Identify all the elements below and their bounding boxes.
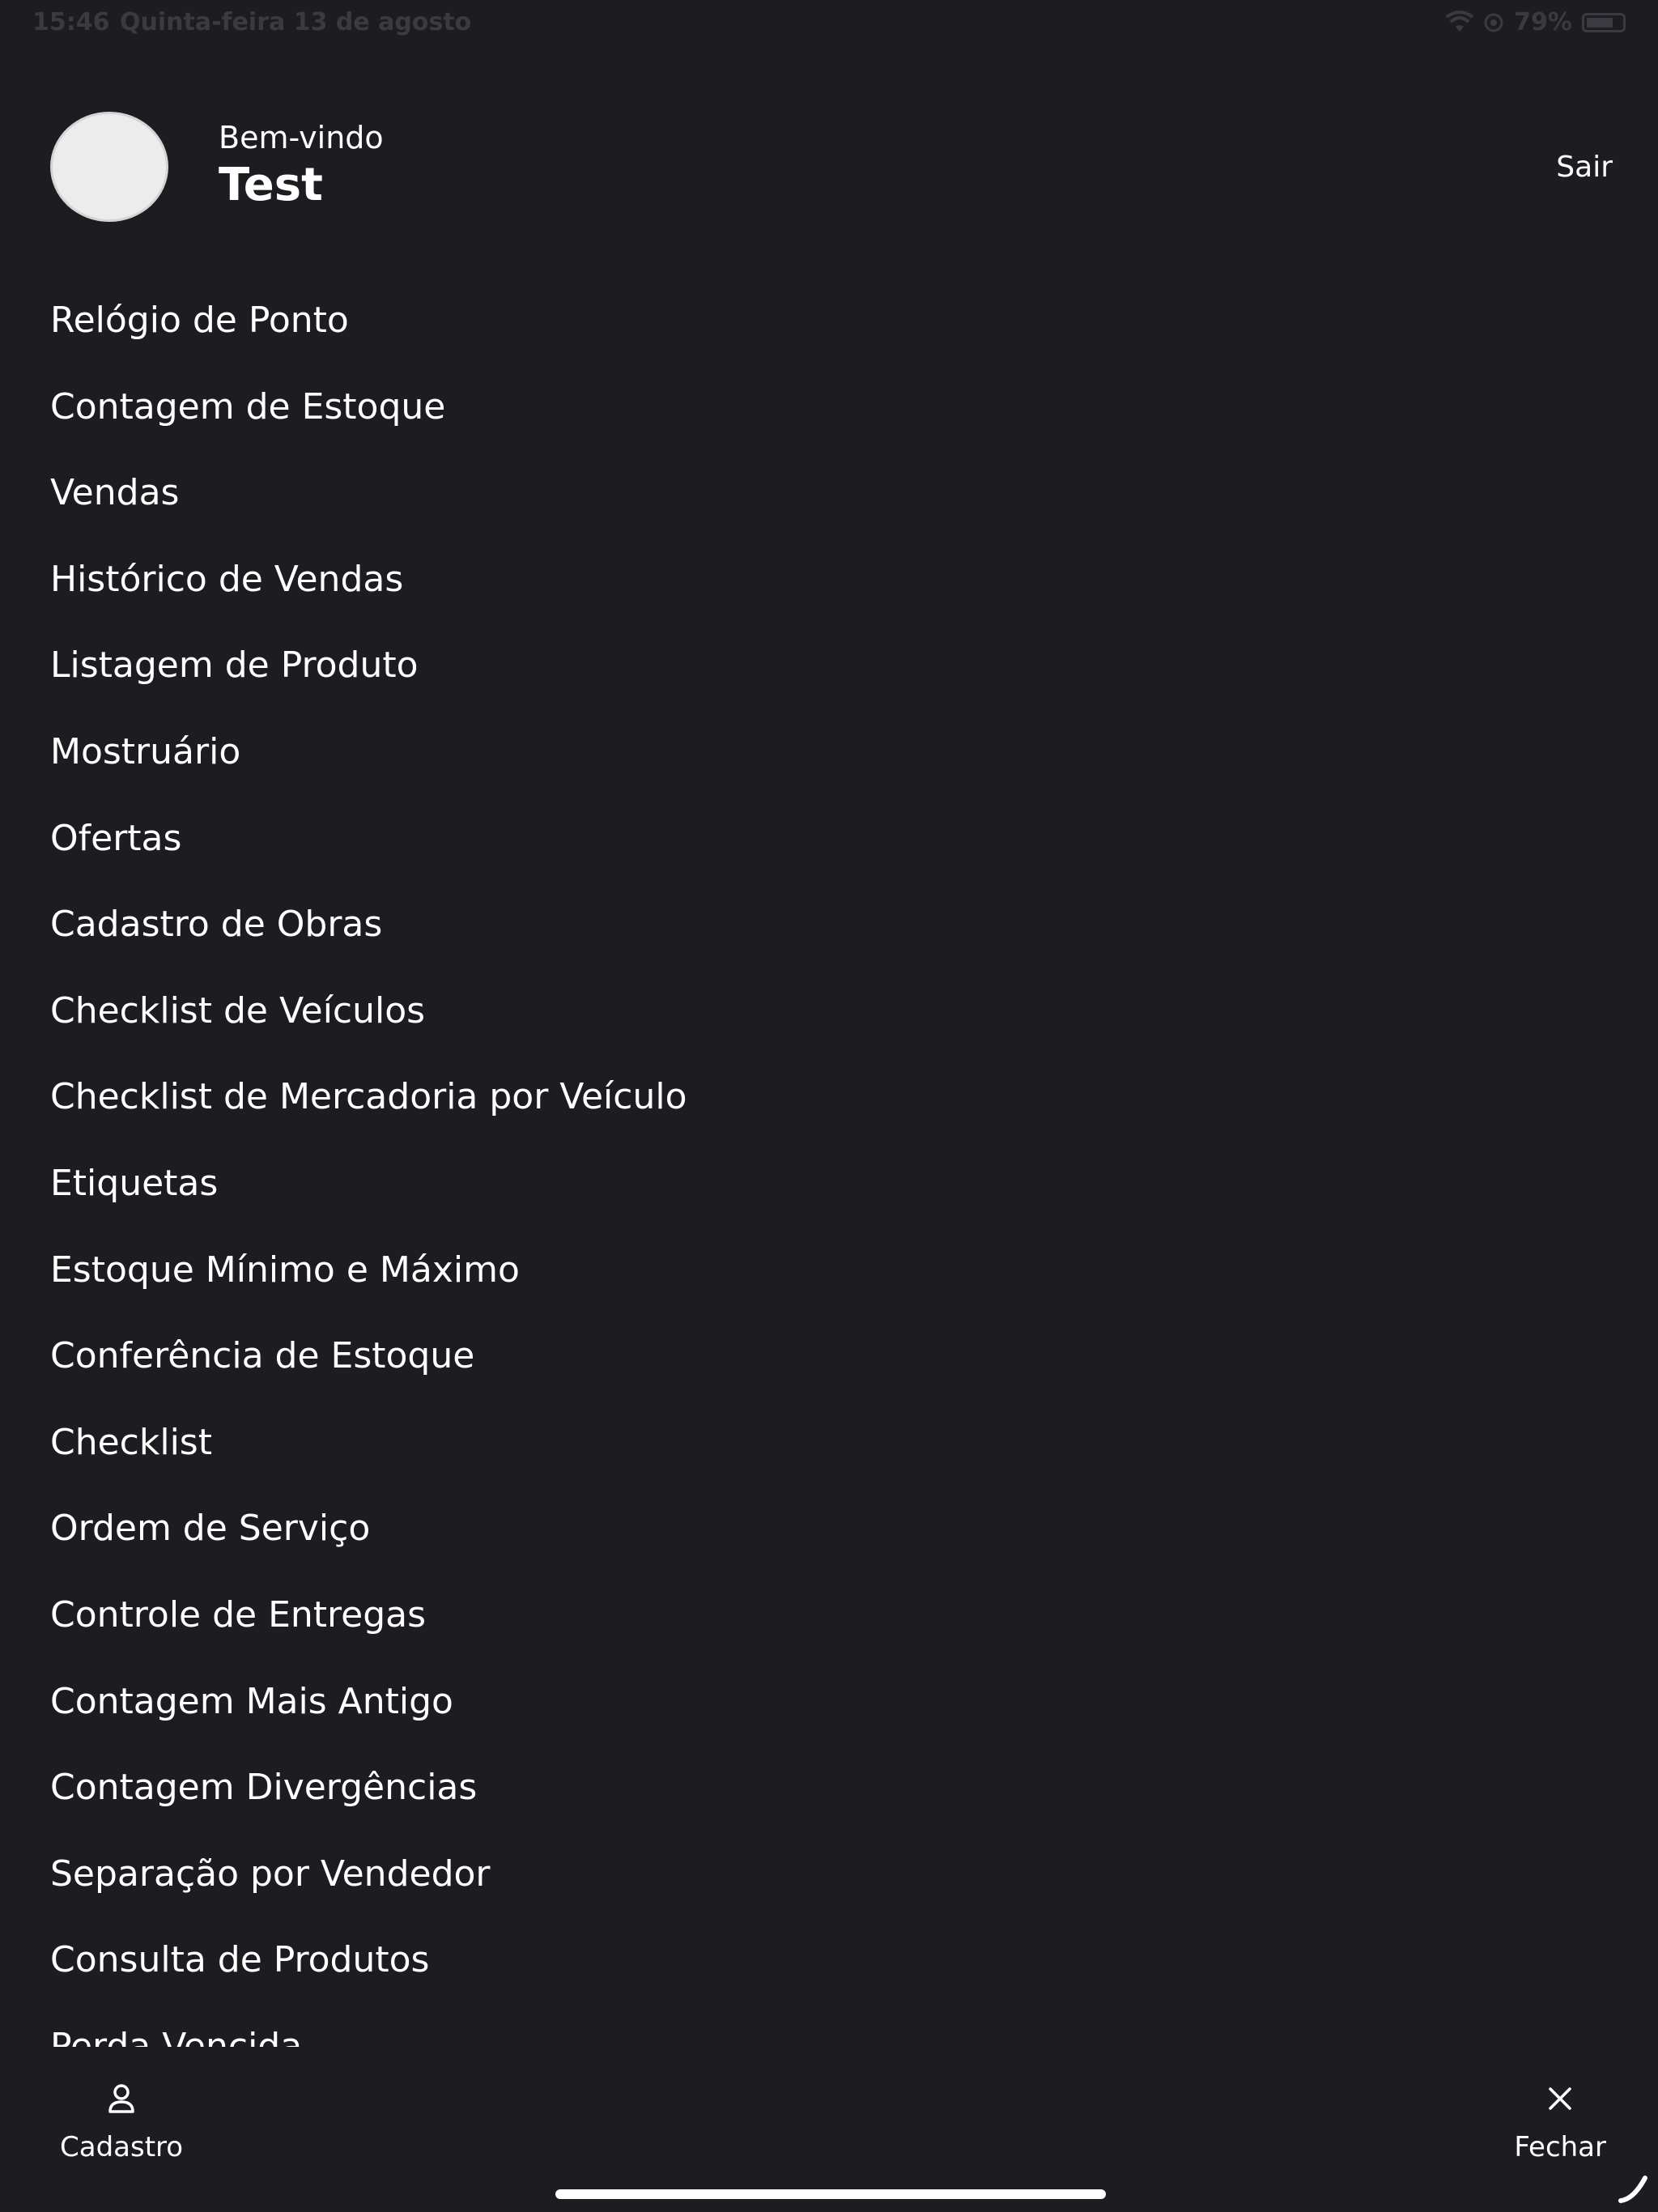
location-icon	[1483, 12, 1504, 33]
status-date: Quinta-feira 13 de agosto	[120, 8, 472, 36]
wifi-icon	[1446, 12, 1473, 33]
username: Test	[219, 159, 323, 211]
welcome-label: Bem-vindo	[219, 120, 384, 155]
status-bar	[0, 0, 1658, 44]
avatar[interactable]	[50, 112, 168, 222]
menu-item-contagem-divergencias[interactable]: Contagem Divergências	[50, 1767, 478, 1809]
menu-item-mostruario[interactable]: Mostruário	[50, 730, 241, 772]
menu-item-cadastro-de-obras[interactable]: Cadastro de Obras	[50, 904, 383, 946]
status-time: 15:46	[32, 8, 110, 36]
bottom-bar	[0, 2047, 1658, 2212]
menu-item-separacao-por-vendedor[interactable]: Separação por Vendedor	[50, 1853, 491, 1895]
battery-icon	[1582, 13, 1626, 32]
person-icon	[102, 2079, 141, 2118]
menu-item-conferencia-de-estoque[interactable]: Conferência de Estoque	[50, 1335, 475, 1377]
menu-item-contagem-de-estoque[interactable]: Contagem de Estoque	[50, 385, 446, 428]
menu-list	[50, 291, 1608, 2032]
menu-item-checklist-de-veiculos[interactable]: Checklist de Veículos	[50, 989, 426, 1032]
home-indicator[interactable]	[555, 2189, 1106, 2199]
menu-item-ordem-de-servico[interactable]: Ordem de Serviço	[50, 1508, 371, 1550]
menu-item-historico-de-vendas[interactable]: Histórico de Vendas	[50, 558, 404, 600]
menu-item-vendas[interactable]: Vendas	[50, 472, 180, 514]
menu-item-controle-de-entregas[interactable]: Controle de Entregas	[50, 1593, 427, 1636]
fechar-tab[interactable]	[1514, 2079, 1606, 2163]
menu-item-relogio-de-ponto[interactable]: Relógio de Ponto	[50, 300, 349, 341]
menu-item-etiquetas[interactable]: Etiquetas	[50, 1162, 219, 1204]
cadastro-tab[interactable]	[60, 2079, 183, 2163]
close-icon	[1541, 2079, 1579, 2118]
logout-button[interactable]: Sair	[1556, 151, 1613, 184]
menu-item-contagem-mais-antigo[interactable]: Contagem Mais Antigo	[50, 1680, 453, 1722]
fechar-label: Fechar	[1514, 2131, 1606, 2163]
status-indicators	[1446, 8, 1626, 36]
profile-header	[50, 112, 1613, 222]
menu-item-consulta-de-produtos[interactable]: Consulta de Produtos	[50, 1939, 430, 1981]
menu-item-ofertas[interactable]: Ofertas	[50, 817, 182, 859]
pencil-corner-icon	[1618, 2172, 1650, 2204]
menu-item-checklist[interactable]: Checklist	[50, 1421, 212, 1463]
menu-item-estoque-minimo-maximo[interactable]: Estoque Mínimo e Máximo	[50, 1249, 520, 1291]
menu-item-checklist-de-mercadoria[interactable]: Checklist de Mercadoria por Veículo	[50, 1076, 687, 1118]
battery-percent: 79%	[1514, 8, 1572, 36]
battery-level	[1587, 18, 1613, 28]
cadastro-label: Cadastro	[60, 2131, 184, 2163]
menu-item-listagem-de-produto[interactable]: Listagem de Produto	[50, 644, 419, 687]
